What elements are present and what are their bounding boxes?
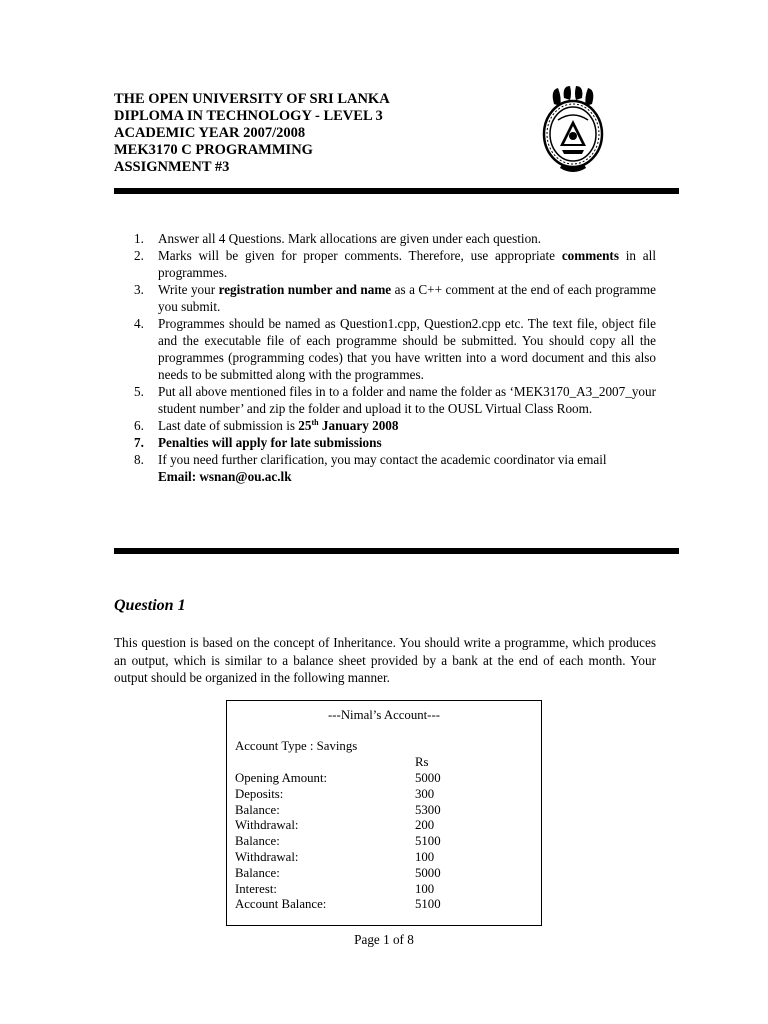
university-crest-icon: [540, 84, 606, 176]
row-label: Deposits:: [235, 786, 284, 801]
row-label: Withdrawal:: [235, 849, 299, 864]
balance-sheet-title: ---Nimal’s Account---: [328, 708, 440, 722]
list-number: 5.: [134, 384, 144, 399]
instruction-text: If you need further clarification, you may contact the academic coordinator via email: [158, 452, 607, 467]
submission-day: 25: [298, 418, 312, 433]
instruction-item: [134, 417, 656, 434]
row-label: Balance:: [235, 865, 280, 880]
instructions-list: [134, 230, 656, 485]
row-label: Balance:: [235, 834, 280, 849]
instruction-text: Answer all 4 Questions. Mark allocations are given under each question.: [158, 231, 542, 246]
row-value: 5300: [415, 802, 441, 817]
balance-row: [235, 834, 535, 850]
submission-month: January 2008: [318, 418, 399, 433]
list-number: 3.: [134, 282, 144, 297]
question-paragraph: This question is based on the concept of Inheritance. You should write a programme, which produces an output, which is similar to a balance sheet provided by a bank at the end of each month. Your output should be organized in the following manner.: [114, 635, 656, 685]
instruction-item: [134, 451, 656, 468]
instruction-emphasis: comments: [561, 248, 619, 263]
section-divider: [114, 548, 679, 554]
row-label: Balance:: [235, 802, 280, 817]
balance-row: [235, 803, 535, 819]
list-number: 6.: [134, 418, 144, 433]
instruction-emphasis: registration number and name: [218, 282, 392, 297]
instruction-item: [134, 315, 656, 383]
list-number: 8.: [134, 452, 144, 467]
balance-sheet-box: [226, 700, 542, 926]
row-value: 300: [415, 786, 435, 801]
instruction-text: as a C++ comment at the end of each programme you submit.: [158, 282, 656, 314]
page-number: Page 1 of 8: [354, 932, 414, 947]
balance-row: [235, 866, 535, 882]
row-value: 5000: [415, 771, 441, 785]
row-value: 200: [415, 818, 435, 833]
contact-email: Email: wsnan@ou.ac.lk: [158, 469, 292, 484]
instruction-text: Programmes should be named as Question1.cpp, Question2.cpp etc. The text file, object file and the executable file of each programme should be submitted. You should copy all the programmes (programming codes) that you have written into a word document and this also needs to be submitted along with the programmes.: [158, 316, 656, 382]
row-label: Withdrawal:: [235, 818, 299, 833]
balance-rows: [235, 771, 535, 913]
balance-row: [235, 897, 535, 913]
instruction-item: [134, 247, 656, 281]
row-value: 100: [415, 881, 435, 896]
balance-row: [235, 787, 535, 803]
currency-header: Rs: [415, 755, 429, 769]
header-divider: [114, 188, 679, 194]
ordinal-suffix: th: [311, 418, 319, 427]
instruction-text: Put all above mentioned files in to a folder and name the folder as ‘MEK3170_A3_2007_your student number’ and zip the folder and upload it to the OUSL Virtual Class Room.: [158, 384, 656, 416]
balance-row: [235, 882, 535, 898]
university-name: THE OPEN UNIVERSITY OF SRI LANKA: [114, 91, 390, 107]
question-title: Question 1: [114, 597, 186, 614]
row-label: Interest:: [235, 881, 277, 896]
balance-row: [235, 771, 535, 787]
list-number: 7.: [134, 435, 144, 450]
instruction-item: [134, 383, 656, 417]
row-value: 5100: [415, 897, 441, 912]
balance-row: [235, 818, 535, 834]
balance-row: [235, 850, 535, 866]
instruction-text: Write your: [158, 282, 219, 297]
programme-name: DIPLOMA IN TECHNOLOGY - LEVEL 3: [114, 108, 383, 124]
course-title: MEK3170 C PROGRAMMING: [114, 142, 313, 158]
row-value: 100: [415, 849, 435, 864]
academic-year: ACADEMIC YEAR 2007/2008: [114, 125, 306, 141]
instruction-item: [134, 281, 656, 315]
account-type: Account Type : Savings: [235, 739, 358, 753]
list-number: 2.: [134, 248, 144, 263]
instruction-item: [134, 434, 656, 451]
list-number: 1.: [134, 231, 144, 246]
instruction-item: [134, 230, 656, 247]
row-label: Opening Amount:: [235, 771, 328, 785]
row-value: 5000: [415, 865, 441, 880]
assignment-number: ASSIGNMENT #3: [114, 159, 230, 175]
list-number: 4.: [134, 316, 144, 331]
instruction-text: Last date of submission is: [158, 418, 299, 433]
row-value: 5100: [415, 834, 441, 849]
document-header: [114, 91, 454, 176]
instruction-text: in all programmes.: [158, 248, 656, 280]
instruction-text: Marks will be given for proper comments. Therefore, use appropriate: [158, 248, 562, 263]
row-label: Account Balance:: [235, 897, 327, 912]
instruction-emphasis: Penalties will apply for late submissions: [158, 435, 382, 450]
